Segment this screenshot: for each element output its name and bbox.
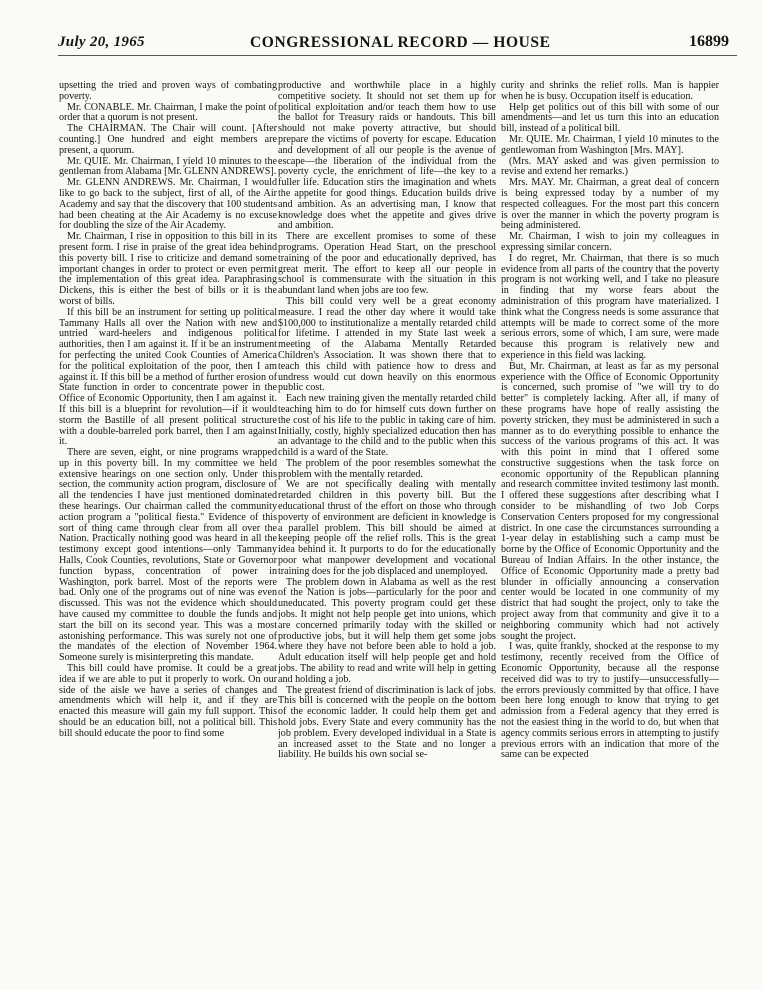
paragraph: There are seven, eight, or nine programs wrapped up in this poverty bill. In my committee we held extensive hearings on one section only. Under this section, the community action program, disclosure of all the tendencies I have just mentioned dominated these hearings. Our chairman called the community action program a "political fiesta." Evidence of this sort of thing came through clear from all over the Nation. Practically nothing good was heard in all the testimony except good intentions—only Tammany Halls, Cook Counties, revolutions, State or Governor function bypass, concentration of power in Washington, pork barrel. Most of the reports were bad. Only one of the programs out of nine was even discussed. This was not the evidence which should have caused my committee to double the funds and start the bill on its second year. This was a most astonishing performance. This was surely not one of the mandates of the election of November 1964. Someone surely is misinterpreting this mandate. [59,447,277,664]
paragraph: Help get politics out of this bill with some of our amendments—and let us turn this into an education bill, instead of a political bill. [501,101,719,135]
paragraph: This bill could very well be a great economy measure. I read the other day where it would take $100,000 to institutionalize a mentally retarded child for lifetime. I attended in my State last week a meeting of the Alabama Mentally Retarded Children's Association. It was shown there that to teach this child with patience how to dress and undress would cut down heavily on this enormous public cost. [278,295,496,394]
paragraph: Mr. Chairman, I wish to join my colleagues in expressing similar concern. [501,231,719,253]
paragraph: This bill could have promise. It could be a great idea if we are able to put it properly to work. On our side of the aisle we have a series of changes and amendments which will help it, and if they are enacted this measure will gain my full support. This should be an education bill, not a political bill. This bill should educate the poor to find some [59,663,277,739]
paragraph: I do regret, Mr. Chairman, that there is so much evidence from all parts of the country that the poverty program is not working well, and I take no pleasure in finding that my worse fears about the administration of this program have materialized. I think what the Congress needs is some assurance that attempts will be made to correct some of the more serious errors, some of which, I am sure, were made because this program is relatively new and experience in this field was lacking. [501,252,719,361]
page-number: 16899 [689,33,729,50]
paragraph: I was, quite frankly, shocked at the response to my testimony, recently received from the Office of Economic Opportunity, because all the response received did was to try to justify—unsuccessfully—the errors previously committed by that office. I have been here long enough to know that trying to get admission from a Federal agency that they erred is not the easiest thing in the world to do, but when that agency commits serious errors in attempting to justify previous errors with an indication that more of the same can be expected [501,641,719,761]
paragraph: curity and shrinks the relief rolls. Man is happier when he is busy. Occupation itself is education. [501,81,719,102]
paragraph: Each new training given the mentally retarded child teaching him to do for himself cuts down further on the cost of his life to the public in taking care of him. Initially, costly, highly specialized education then has an advantage to the child and to the public when this child is a ward of the State. [278,393,496,459]
publication-title: CONGRESSIONAL RECORD — HOUSE [250,34,551,51]
paragraph: upsetting the tried and proven ways of combating poverty. [59,81,277,102]
page-header [58,34,737,56]
paragraph: Mr. CONABLE. Mr. Chairman, I make the point of order that a quorum is not present. [59,101,277,124]
paragraph: Mr. QUIE. Mr. Chairman, I yield 10 minutes to the gentlewoman from Washington [Mrs. MAY]. [501,133,719,156]
issue-date: July 20, 1965 [58,34,145,50]
paragraph: (Mrs. MAY asked and was given permission to revise and extend her remarks.) [501,155,719,178]
paragraph: The problem down in Alabama as well as the rest of the Nation is jobs—particularly for the poor and uneducated. This poverty program could get these jobs. It might not help people get into unions, which are concerned primarily today with the skilled or productive jobs, but it will help them get some jobs where they have not before been able to hold a job. Adult education itself will help people get and hold jobs. The ability to read and write will help in getting and holding a job. [278,576,496,685]
paragraph: The CHAIRMAN. The Chair will count. [After counting.] One hundred and eight members are present, a quorum. [59,123,277,156]
paragraph: Mr. Chairman, I rise in opposition to this bill in its present form. I rise in praise of the great idea behind this poverty bill. I rise to criticize and demand some important changes in order to protect or even permit the implementation of this great idea. Paraphrasing Dickens, this is either the best of bills or it is the worst of bills. [59,231,277,307]
text-column-1 [59,81,277,986]
text-column-3 [501,81,719,986]
paragraph: Mr. GLENN ANDREWS. Mr. Chairman, I would like to go back to the subject, first of all, of the Air Academy and say that the discovery that 100 students had been cheating at the Air Academy is no excuse for doubling the size of the Air Academy. [59,177,277,232]
paragraph: The greatest friend of discrimination is lack of jobs. This bill is concerned with the people on the bottom of the economic ladder. It could help them get and hold jobs. Every State and every community has the job problem. Every developed individual in a State is an increased asset to the State and no longer a liability. He builds his own social se- [278,684,496,761]
paragraph: We are not specifically dealing with mentally retarded children in this poverty bill. But the educational thrust of the effort on those who through poverty of environment are deficient in knowledge is a parallel problem. This bill should be aimed at keeping people off the relief rolls. This is the great idea behind it. It purports to do for the educationally poor what manpower development and vocational training does for the job displaced and unemployed. [278,479,496,577]
paragraph: The problem of the poor resembles somewhat the problem with the mentally retarded. [278,457,496,480]
paragraph: If this bill be an instrument for setting up political Tammany Halls all over the Nation with new and untried ward-heelers and indigenous political authorities, then I am against it. If it be an instrument for perfecting the united Cook Counties of America for the political exploitation of the poor, then I am against it. If this bill be a method of further erosion of State function in order to concentrate power in the Office of Economic Opportunity, then I am against it. If this bill is a blueprint for revolution—if it would storm the Bastille of all present political structure with a double-barreled pork barrel, then I am against it. [59,306,277,448]
paragraph: Mrs. MAY. Mr. Chairman, a great deal of concern is being expressed today by a number of my respected colleagues. For the most part this concern is over the manner in which the poverty program is being administered. [501,177,719,232]
paragraph: There are excellent promises to some of these programs. Operation Head Start, on the preschool training of the poor and educationally deprived, has great merit. The effort to keep all our people in school is commensurate with the situation in this abundant land when jobs are too few. [278,231,496,297]
paragraph: productive and worthwhile place in a highly competitive society. It should not set them up for political exploitation and/or teach them how to use the ballot for Treasury raids or handouts. This bill should not make poverty attractive, but should prepare the victims of poverty for escape. Education and development of all our people is the avenue of escape—the liberation of the individual from the poverty cycle, the enrichment of life—the key to a fuller life. Education stirs the imagination and whets the appetite for good things. Education builds drive and ambition. As an advertising man, I know that knowledge does whet the appetite and gives drive and ambition. [278,81,496,232]
paragraph: But, Mr. Chairman, at least as far as my personal experience with the Office of Economic Opportunity is concerned, such promise of "we will try to do better" is completely lacking. After all, if many of these programs have hope of really assisting the poverty stricken, they must be administered in such a manner as to do everything possible to enhance the success of the various programs of this act. It was with this point in mind that I offered some constructive suggestions when the task force on economic opportunity of the Republican planning and research committee invited testimony last month. I offered these suggestions after describing what I consider to be mishandling of two Job Corps Conservation Centers proposed for my congressional district. In one case the circumstances surrounding a 1-year delay in establishing such a camp must be borne by the Office of Economic Opportunity and the Bureau of Indian Affairs. In the other instance, the Office of Economic Opportunity made a pretty bad blunder in officially announcing a conservation center would be located in one community of my district that had sought the project, only to take the project away from that community and give it to a neighboring community which had not actively sought the project. [501,360,719,642]
text-column-2 [278,81,496,986]
header-rule [58,55,737,56]
paragraph: Mr. QUIE. Mr. Chairman, I yield 10 minutes to the gentleman from Alabama [Mr. GLENN ANDREWS]. [59,155,277,178]
